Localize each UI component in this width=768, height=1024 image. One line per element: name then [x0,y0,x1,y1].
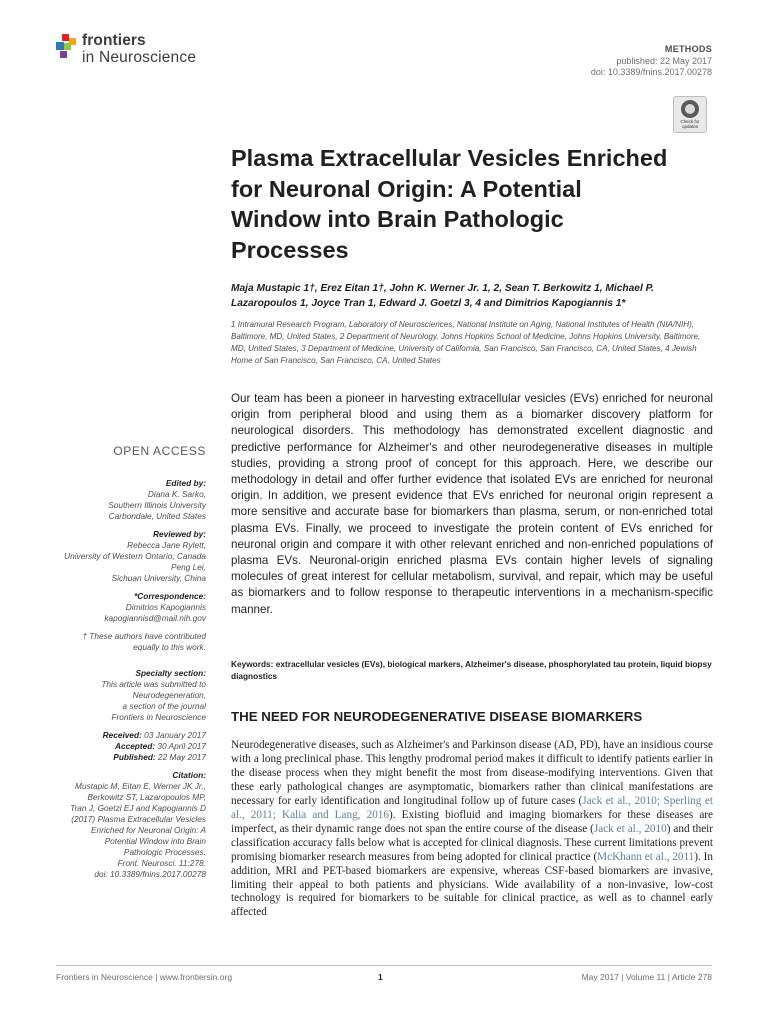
published-date: published: 22 May 2017 [616,55,712,66]
check-for-updates-button[interactable] [673,96,707,133]
article-sidebar [6,444,206,880]
accepted-date: Accepted: 30 April 2017 [114,741,206,751]
correspondence-name: Dimitrios Kapogiannis [125,602,206,612]
article-doi[interactable]: doi: 10.3389/fnins.2017.00278 [590,67,712,77]
logo-journal-name: in Neuroscience [82,48,197,66]
reviewer-line: University of Western Ontario, Canada [64,551,206,561]
citation-label: Citation: [172,770,206,780]
citation-line: Mustapic M, Eitan E, Werner JK Jr., [75,781,206,791]
citation-line: Front. Neurosci. 11:278. [117,858,206,868]
footer-journal-site[interactable]: Frontiers in Neuroscience | www.frontiersin.org [56,972,233,982]
received-date: Received: 03 January 2017 [102,730,206,740]
citation-line: Tran J, Goetzl EJ and Kapogiannis D [70,803,206,813]
keywords: Keywords: extracellular vesicles (EVs), biological markers, Alzheimer's disease, phosphorylated tau protein, liquid biopsy diagnostics [231,659,712,681]
footer-issue-info: May 2017 | Volume 11 | Article 278 [581,972,712,982]
editor-line: Southern Illinois University [108,500,206,510]
author-list: Maja Mustapic 1†, Erez Eitan 1†, John K. Werner Jr. 1, 2, Sean T. Berkowitz 1, Michael P. Lazaropoulos 1, Joyce Tran 1, Edward J. Goetzl 3, 4 and Dimitrios Kapogiannis 1* [231,283,654,309]
reviewer-line: Sichuan University, China [111,573,206,583]
article-type: METHODS [664,44,712,54]
equal-contribution-note: equally to this work. [133,642,206,652]
logo-brand: frontiers [82,32,146,49]
affiliations: 1 Intramural Research Program, Laboratory of Neurosciences, National Institute on Aging, National Institutes of Health (NIA/NIH), Baltimore, MD, United States, 2 Department of Neurology, Johns Hopkins School of Medicine, Johns Hopkins University, Baltimore, MD, United States, 3 Department of Medicine, University of California, San Francisco, San Francisco, CA, United States, 4 Jewish Home of San Francisco, San Francisco, CA, United States [231,320,701,365]
abstract: Our team has been a pioneer in harvesting extracellular vesicles (EVs) enriched for neuronal origin from peripheral blood and using them as a biomarker discovery platform for neurological disorders. This methodology has demonstrated excellent diagnostic and predictive performance for Alzheimer's and other neurodegenerative diseases in multiple studies, providing a strong proof of concept for this approach. Here, we describe our methodology in detail and offer further evidence that isolated EVs are enriched for neuronal origin. In addition, we present evidence that EVs enriched for neuronal origin represent a more sensitive and accurate base for biomarkers than plasma, serum, or non-enriched total plasma EVs. Finally, we proceed to investigate the protein content of EVs enriched for neuronal origin and compare it with other relevant enriched and non-enriched populations of plasma EVs. Neuronal-origin enriched plasma EVs contain higher levels of signaling molecules of great interest for cellular metabolism, survival, and repair, which may be useful as biomarkers and to follow response to therapeutic interventions in a mechanism-specific manner. [231,392,713,616]
editor-line: Diana K. Sarko, [147,489,206,499]
body-text-4: ). In addition, MRI and PET-based biomarkers are expensive, whereas CSF-based biomarkers are invasive, limiting their appeal to both patients and physicians. Wide availability of a non-invasive, low-cost technology is required for biomarkers to be suitable for clinical practice, as well as to channel early affected [231,850,713,919]
specialty-line: a section of the journal [122,701,206,711]
correspondence-email[interactable]: kapogiannisd@mail.nih.gov [104,613,206,623]
journal-logo[interactable] [56,33,196,65]
article-title: Plasma Extracellular Vesicles Enriched for Neuronal Origin: A Potential Window into Brain Pathologic Processes [231,145,668,263]
citation-line: (2017) Plasma Extracellular Vesicles [71,814,206,824]
specialty-line: Neurodegeneration, [132,690,206,700]
specialty-line: Frontiers in Neuroscience [111,712,206,722]
body-text-3: ) and their classification accuracy falls below what is accepted for clinical diagnosis. These current limitations prevent promising biomarker research measures from being adopted for clinical practice ( [231,822,713,863]
citation-line: Pathologic Processes. [123,847,206,857]
reviewed-by-label: Reviewed by: [152,529,206,539]
edited-by-label: Edited by: [165,478,206,488]
page-number: 1 [378,972,383,982]
body-text-1: Neurodegenerative diseases, such as Alzheimer's and Parkinson disease (AD, PD), have an insidious course with a long preclinical phase. This lengthy prodromal period makes it difficult to identify patients earlier in the disease process when they might benefit the most from disease-modifying interventions. Given that these early pathological changes are asymptomatic, biomarkers rather than clinical manifestations are necessary for early identification and longitudinal follow up of future cases ( [231,739,713,807]
citation-line: Berkowitz ST, Lazaropoulos MP, [87,792,206,802]
open-access-label: OPEN ACCESS [113,444,206,458]
specialty-line: This article was submitted to [101,679,206,689]
specialty-section-label: Specialty section: [135,668,206,678]
reviewer-line: Peng Lei, [170,562,206,572]
section-heading: THE NEED FOR NEURODEGENERATIVE DISEASE BIOMARKERS [231,709,643,724]
article-meta [591,44,712,79]
citation-line: Potential Window into Brain [104,836,206,846]
frontiers-logo-icon [56,34,78,60]
citation-link-2[interactable]: Jack et al., 2010 [593,822,667,835]
citation-line: Enriched for Neuronal Origin: A [91,825,206,835]
citation-link-1[interactable]: Jack et al., 2010; Sperling et al., 2011; Kalia and Lang, 2016 [231,794,713,821]
footer-divider [56,965,712,966]
correspondence-label: *Correspondence: [134,591,206,601]
equal-contribution-note: † These authors have contributed [82,631,206,641]
body-paragraph [231,739,713,920]
citation-doi[interactable]: doi: 10.3389/fnins.2017.00278 [94,869,206,879]
check-updates-label: Check for updates [680,119,700,129]
published-date-sidebar: Published: 22 May 2017 [113,752,206,762]
check-updates-icon [681,100,699,118]
body-text-2: ). Existing biofluid and imaging biomarkers for these diseases are imperfect, as their dynamic range does not span the entire course of the disease ( [231,808,713,835]
citation-link-3[interactable]: McKhann et al., 2011 [597,850,695,863]
reviewer-line: Rebecca Jane Rylett, [127,540,206,550]
editor-line: Carbondale, United States [108,511,206,521]
